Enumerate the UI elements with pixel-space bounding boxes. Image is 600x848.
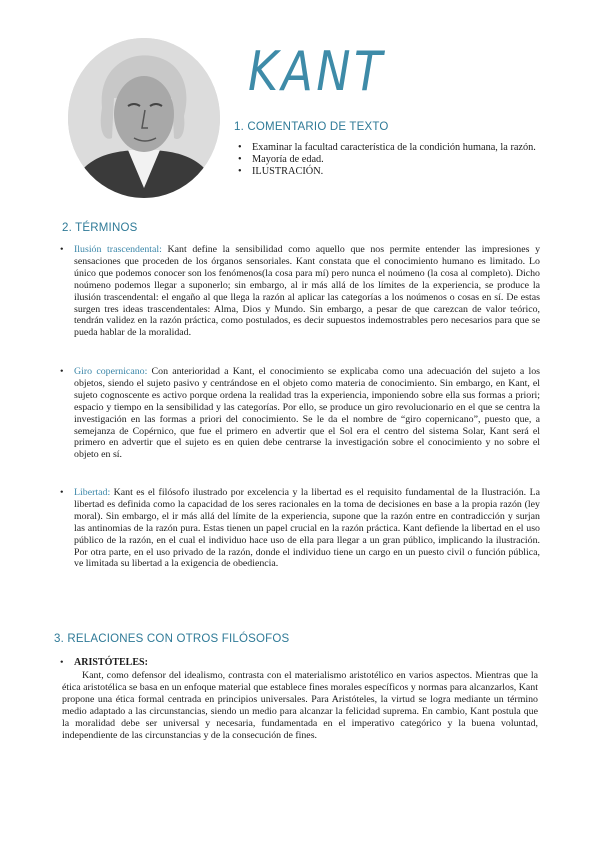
list-item: • Examinar la facultad característica de la condición humana, la razón. [238, 142, 538, 154]
term-text: Con anterioridad a Kant, el conocimiento se explicaba como una adecuación del sujeto a los objetos, siendo el sujeto pasivo y centrándose en el objeto como materia de conocimiento. Sin embargo, en Kant, el sujeto cognoscente es activo porque ordena la realidad tras la experiencia, imponiendo sobre ella sus formas a priori; espacio y tiempo en la sensibilidad y las categorías. Por ello, se produce un giro revolucionario en el que se centra la investigación en las formas a priori del conocimiento. Se le da el nombre de “giro copernicano”, puesto que, a semejanza de Copérnico, que fue el primero en advertir que el Sol era el centro del sistema Solar, Kant será el primero en advertir que el sujeto es en quien debe centrarse la investigación sobre el conocimiento y no sobre el objeto en sí. [74, 366, 540, 461]
term-libertad [60, 487, 540, 570]
term-label: Giro copernicano: [74, 366, 148, 377]
term-text: Kant define la sensibilidad como aquello que nos permite entender las impresiones y sensaciones que proceden de los órganos sensoriales. Kant constata que el conocimiento humano es limitado. Lo único que podemos conocer son los fenómenos(la cosa para mí) pero nunca el noúmeno (la cosa al completo). Dicho noúmeno podemos llegar a suponerlo; sin embargo, al ir más allá de los límites de la experiencia, se produce la ilusión trascendental: el engaño al que llega la razón al aplicar las categorías a los noúmenos o cosas en sí. De estas surgen tres ideas trascendentales: Alma, Dios y Mundo. Sin embargo, a pesar de que carezcan de valor teórico, tendrán validez en la razón práctica, como postulados, es decir supuestos indemostrables pero necesarios para que se pueda hablar de la moralidad. [74, 244, 541, 339]
term-label: Ilusión trascendental: [74, 244, 162, 255]
term-giro [60, 366, 540, 461]
term-ilusion [60, 244, 540, 339]
kant-portrait [68, 38, 220, 198]
term-text: Kant es el filósofo ilustrado por excelencia y la libertad es el requisito fundamental de la Ilustración. La libertad es definida como la capacidad de los seres racionales en la toma de decisiones en base a la propia razón (ley moral). Sin embargo, el ir más allá del límite de la experiencia, supone que la razón entre en contradicción y surjan las antinomias de la razón pura. Estas tienen un papel crucial en la razón práctica. Kant defiende la libertad en el uso público de la razón, en el cual el individuo hace uso de ella para llegar a un gran público, implicando la ilustración. Por otra parte, en el uso privado de la razón, donde el individuo tiene un cargo en un puesto civil o función pública, ve limitada su libertad a la exigencia de obediencia. [74, 487, 540, 570]
term-label: Libertad: [74, 487, 111, 498]
section2-heading: 2. TÉRMINOS [62, 222, 138, 234]
page-title: KANT [248, 40, 386, 103]
list-item: • Mayoría de edad. [238, 154, 538, 166]
list-item: • ILUSTRACIÓN. [238, 166, 538, 178]
section1-heading: 1. COMENTARIO DE TEXTO [234, 121, 389, 133]
section3-heading: 3. RELACIONES CON OTROS FILÓSOFOS [54, 633, 290, 645]
relation-text: Kant, como defensor del idealismo, contrasta con el materialismo aristotélico en varios aspectos. Mientras que la ética aristotélica se basa en un enfoque material que establece fines morales específicos y normas para alcanzarlos, Kant propone una ética formal centrada en principios universales. Para Aristóteles, la virtud se logra mediante un término medio adaptado a las circunstancias, siendo un medio para alcanzar la felicidad suprema. En cambio, Kant postula que la moralidad debe ser universal y necesaria, fundamentada en el imperativo categórico y la buena voluntad, independiente de las circunstancias y de la consecución de fines. [62, 670, 538, 741]
section1-list [238, 142, 538, 178]
relation-aristoteles [60, 657, 540, 669]
relation-subheading: ARISTÓTELES: [74, 657, 148, 668]
